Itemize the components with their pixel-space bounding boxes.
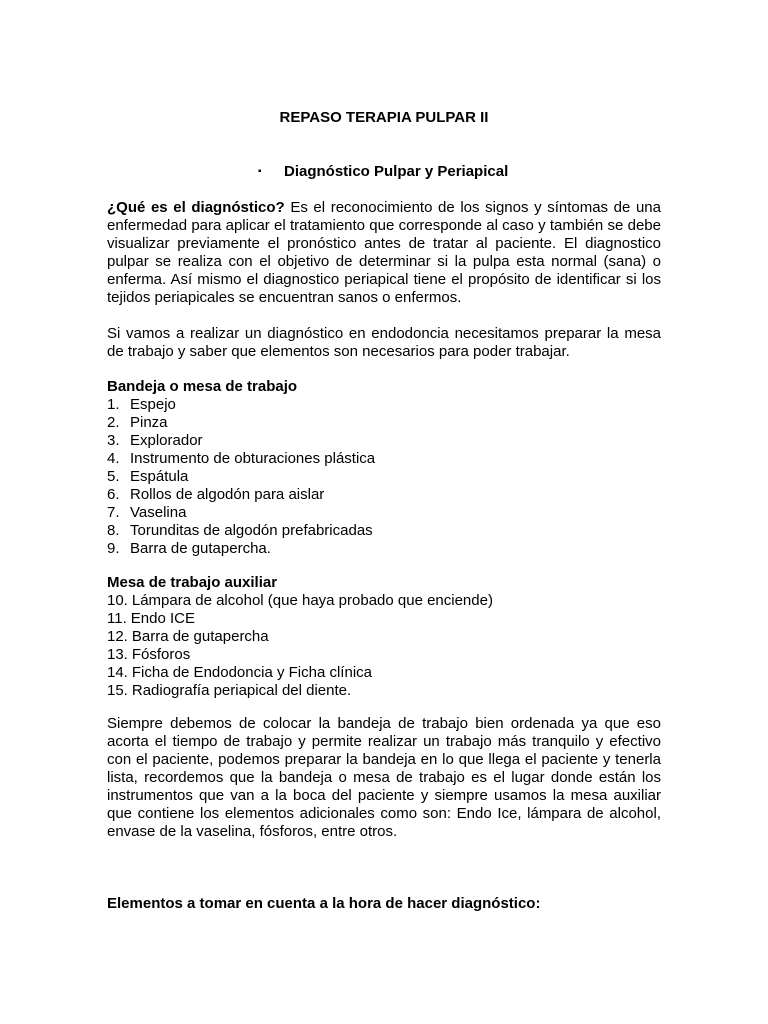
diagnosis-definition-paragraph — [107, 199, 661, 307]
list-item — [107, 396, 661, 414]
auxiliar-section — [107, 574, 661, 700]
list-item-number: 6. — [107, 486, 120, 503]
list-item-number: 7. — [107, 504, 120, 521]
list-item-number: 8. — [107, 522, 120, 539]
list-item-text: Lámpara de alcohol (que haya probado que enciende) — [131, 592, 493, 609]
list-item — [107, 504, 661, 522]
list-item-text: Vaselina — [130, 504, 187, 521]
list-item — [107, 682, 661, 700]
preparation-paragraph: Si vamos a realizar un diagnóstico en endodoncia necesitamos preparar la mesa de trabajo y saber que elementos son necesarios para poder trabajar. — [107, 325, 661, 360]
list-item-text: Ficha de Endodoncia y Ficha clínica — [131, 664, 372, 681]
list-item-number: 13. — [107, 646, 128, 663]
list-item — [107, 450, 661, 468]
list-item — [107, 646, 661, 664]
list-item-text: Explorador — [130, 432, 203, 449]
list-item-number: 2. — [107, 414, 120, 431]
list-item — [107, 664, 661, 682]
bandeja-heading: Bandeja o mesa de trabajo — [107, 378, 298, 395]
list-item-number: 1. — [107, 396, 120, 413]
section-subtitle — [258, 163, 508, 181]
list-item — [107, 468, 661, 486]
list-item-number: 12. — [107, 628, 128, 645]
list-item-text: Endo ICE — [130, 610, 195, 627]
list-item — [107, 432, 661, 450]
list-item-number: 4. — [107, 450, 120, 467]
auxiliar-list — [107, 592, 661, 700]
diagnosis-definition-text: Es el reconocimiento de los signos y síntomas de una enfermedad para aplicar el tratamiento que corresponde al caso y también se debe visualizar previamente el pronóstico antes de tratar al paciente. El diagnostico pulpar se realiza con el objetivo de determinar si la pulpa esta normal (sana) o enferma. Así mismo el diagnostico periapical tiene el propósito de identificar si los tejidos periapicales se encuentran sanos o enfermos. — [107, 199, 661, 306]
diagnosis-elements-heading: Elementos a tomar en cuenta a la hora de hacer diagnóstico: — [107, 895, 541, 912]
bandeja-list — [107, 396, 661, 558]
list-item-text: Pinza — [130, 414, 168, 431]
document-title: REPASO TERAPIA PULPAR II — [279, 109, 489, 126]
list-item-number: 3. — [107, 432, 120, 449]
tray-organization-paragraph: Siempre debemos de colocar la bandeja de trabajo bien ordenada ya que eso acorta el tiempo de trabajo y permite realizar un trabajo más tranquilo y efectivo con el paciente, podemos preparar la bandeja en lo que llega el paciente y tenerla lista, recordemos que la bandeja o mesa de trabajo es el lugar donde están los instrumentos que van a la boca del paciente y siempre usamos la mesa auxiliar que contiene los elementos adicionales como son: Endo Ice, lámpara de alcohol, envase de la vaselina, fósforos, entre otros. — [107, 715, 661, 840]
list-item — [107, 522, 661, 540]
list-item-number: 9. — [107, 540, 120, 557]
section-subtitle-text: Diagnóstico Pulpar y Periapical — [284, 163, 509, 180]
list-item — [107, 592, 661, 610]
list-item-number: 5. — [107, 468, 120, 485]
list-item-number: 11. — [107, 610, 127, 627]
bandeja-section — [107, 378, 661, 558]
list-item-text: Instrumento de obturaciones plástica — [130, 450, 376, 467]
list-item-text: Rollos de algodón para aislar — [130, 486, 325, 503]
list-item — [107, 486, 661, 504]
square-bullet-icon: ▪ — [258, 166, 262, 177]
list-item — [107, 414, 661, 432]
diagnosis-question: ¿Qué es el diagnóstico? — [107, 199, 285, 216]
list-item — [107, 628, 661, 646]
list-item-text: Fósforos — [131, 646, 191, 663]
auxiliar-heading: Mesa de trabajo auxiliar — [107, 574, 278, 591]
list-item-text: Espátula — [130, 468, 189, 485]
list-item-text: Espejo — [130, 396, 176, 413]
list-item — [107, 610, 661, 628]
list-item — [107, 540, 661, 558]
list-item-text: Barra de gutapercha — [131, 628, 269, 645]
list-item-number: 10. — [107, 592, 128, 609]
list-item-text: Radiografía periapical del diente. — [131, 682, 352, 699]
list-item-number: 15. — [107, 682, 128, 699]
list-item-number: 14. — [107, 664, 128, 681]
list-item-text: Torunditas de algodón prefabricadas — [130, 522, 373, 539]
list-item-text: Barra de gutapercha. — [130, 540, 271, 557]
